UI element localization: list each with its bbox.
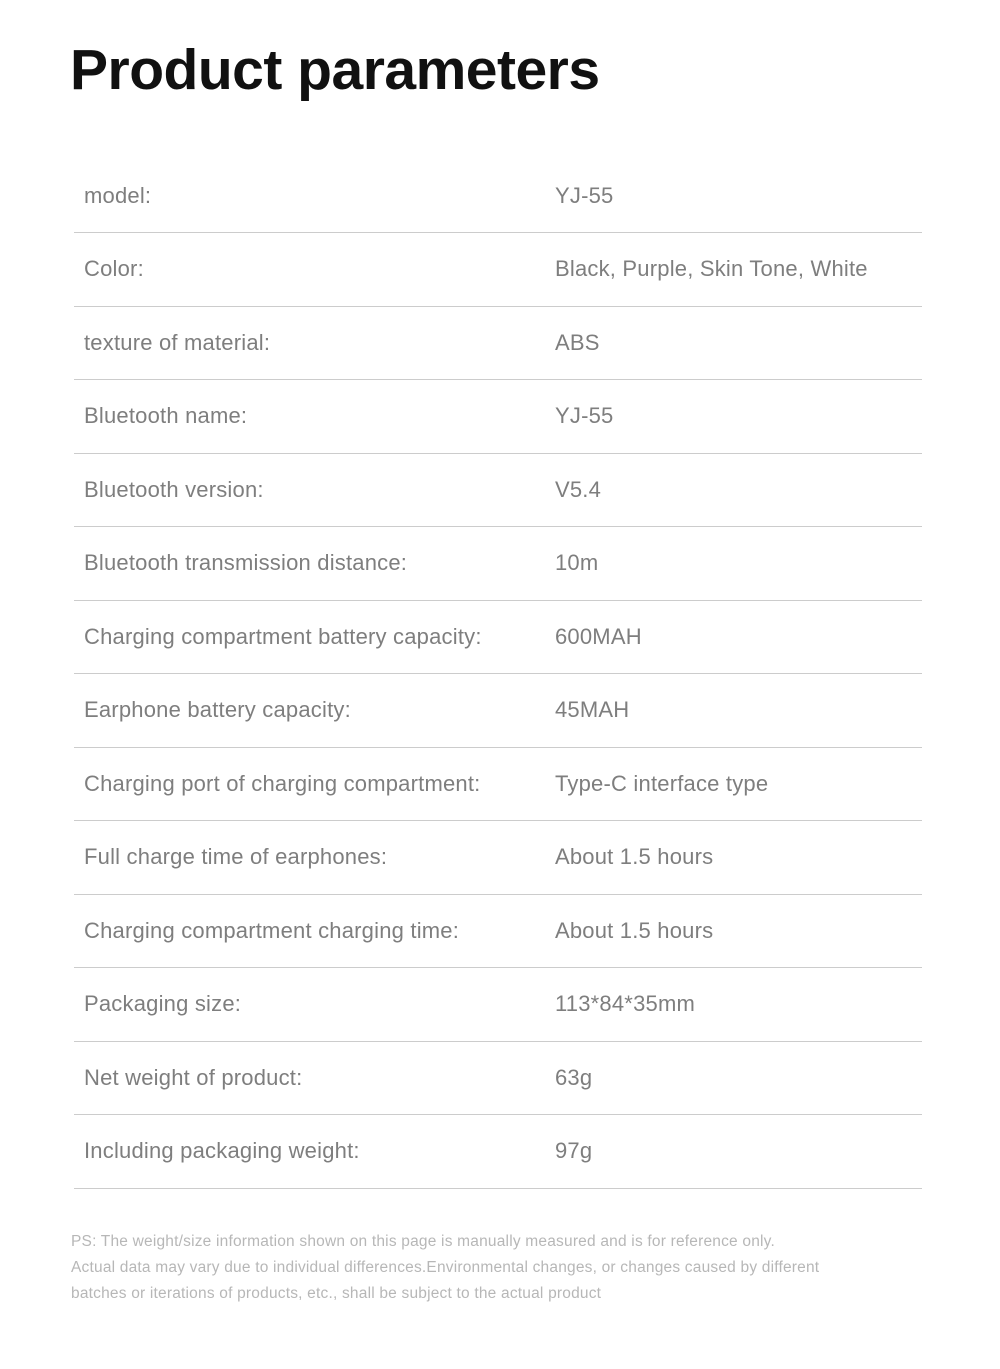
table-row [74, 160, 922, 234]
parameter-value: 113*84*35mm [555, 991, 695, 1017]
table-row [74, 674, 922, 748]
parameter-value: About 1.5 hours [555, 917, 714, 943]
parameter-label: Bluetooth version: [84, 476, 264, 502]
parameter-label: Bluetooth name: [84, 403, 248, 429]
parameter-value: V5.4 [555, 476, 602, 502]
parameter-value: 97g [555, 1138, 593, 1164]
parameter-label: Charging port of charging compartment: [84, 770, 481, 796]
table-row [74, 307, 922, 381]
parameter-label: Color: [84, 256, 144, 282]
footnote-line: PS: The weight/size information shown on this page is manually measured and is for reference only. [71, 1232, 775, 1250]
parameter-value: About 1.5 hours [555, 844, 714, 870]
parameter-label: Charging compartment battery capacity: [84, 623, 482, 649]
parameter-label: Full charge time of earphones: [84, 844, 388, 870]
table-row [74, 895, 922, 969]
parameter-label: Earphone battery capacity: [84, 697, 351, 723]
parameter-value: 10m [555, 550, 599, 576]
table-row [74, 968, 922, 1042]
parameter-label: texture of material: [84, 329, 271, 355]
parameter-label: Net weight of product: [84, 1064, 303, 1090]
parameter-value: YJ-55 [555, 403, 614, 429]
parameter-label: Charging compartment charging time: [84, 917, 460, 943]
parameter-label: Bluetooth transmission distance: [84, 550, 408, 576]
table-row [74, 233, 922, 307]
table-row [74, 821, 922, 895]
footnote-line: Actual data may vary due to individual differences.Environmental changes, or changes caused by different [71, 1258, 820, 1276]
parameter-label: Packaging size: [84, 991, 242, 1017]
parameter-value: Black, Purple, Skin Tone, White [555, 256, 868, 282]
parameter-value: 45MAH [555, 697, 630, 723]
table-row [74, 527, 922, 601]
table-row [74, 601, 922, 675]
table-row [74, 1042, 922, 1116]
parameter-label: Including packaging weight: [84, 1138, 360, 1164]
parameter-value: 63g [555, 1064, 593, 1090]
footnote [71, 1229, 940, 1307]
table-row [74, 1115, 922, 1189]
parameter-value: Type-C interface type [555, 770, 769, 796]
parameter-value: ABS [555, 329, 600, 355]
parameter-value: YJ-55 [555, 182, 614, 208]
table-row [74, 380, 922, 454]
footnote-line: batches or iterations of products, etc., shall be subject to the actual product [71, 1284, 602, 1302]
parameter-label: model: [84, 182, 152, 208]
table-row [74, 748, 922, 822]
parameter-value: 600MAH [555, 623, 642, 649]
page-title: Product parameters [70, 38, 600, 102]
parameters-table [74, 160, 922, 1189]
table-row [74, 454, 922, 528]
